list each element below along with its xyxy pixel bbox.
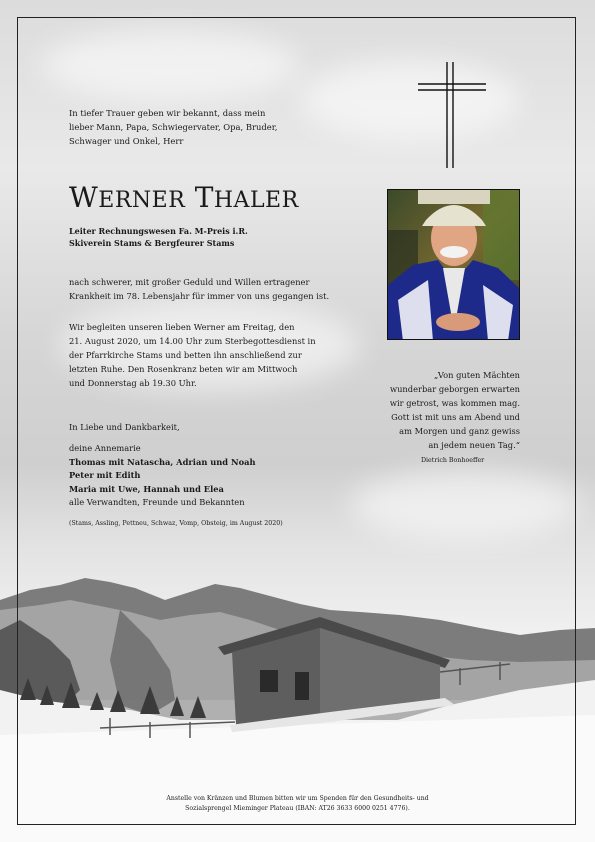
closing-line: In Liebe und Dankbarkeit,: [69, 422, 180, 432]
role-line: Skiverein Stams & Bergfeurer Stams: [69, 238, 235, 248]
intro-text: [69, 106, 309, 148]
family-line: deine Annemarie: [69, 443, 141, 453]
portrait-photo: [387, 189, 520, 340]
cross-icon: [412, 60, 492, 170]
intro-line: In tiefer Trauer geben wir bekannt, dass mein: [69, 108, 266, 118]
intro-line: lieber Mann, Papa, Schwiegervater, Opa, Bruder,: [69, 122, 278, 132]
paragraph-illness: nach schwerer, mit großer Geduld und Willen ertragener Krankheit im 78. Lebensjahr für immer von uns gegangen ist.: [69, 277, 330, 301]
donation-note: Anstelle von Kränzen und Blumen bitten wir um Spenden für den Gesundheits- und Sozialsprengel Mieminger Plateau (IBAN: AT26 3633 6000 0251 4776).: [166, 795, 429, 812]
quote-author: Dietrich Bonhoeffer: [421, 457, 485, 464]
role-line: Leiter Rechnungswesen Fa. M-Preis i.R.: [69, 226, 248, 236]
paragraph-funeral: Wir begleiten unseren lieben Werner am Freitag, den 21. August 2020, um 14.00 Uhr zum Sterbegottesdienst in der Pfarrkirche Stams und betten ihn anschließend zur letzten Ruhe. Den Rosenkranz beten wir am Mittwoch und Donnerstag ab 19.30 Uhr.: [69, 322, 316, 388]
family-line: Maria mit Uwe, Hannah und Elea: [69, 483, 224, 494]
intro-line: Schwager und Onkel, Herr: [69, 136, 184, 146]
family-line: Peter mit Edith: [69, 470, 141, 480]
family-list: [69, 442, 256, 510]
family-line: Thomas mit Natascha, Adrian und Noah: [69, 456, 256, 467]
places-date: (Stams, Assling, Pettneu, Schwaz, Vomp, Obsteig, im August 2020): [69, 520, 283, 527]
deceased-name: WERNER THALER: [69, 181, 299, 214]
family-line: alle Verwandten, Freunde und Bekannten: [69, 497, 245, 507]
roles: [69, 225, 248, 249]
quote: „Von guten Mächten wunderbar geborgen erwarten wir getrost, was kommen mag. Gott ist mit uns am Abend und am Morgen und ganz gewiss an jedem neuen Tag.“: [389, 370, 520, 450]
